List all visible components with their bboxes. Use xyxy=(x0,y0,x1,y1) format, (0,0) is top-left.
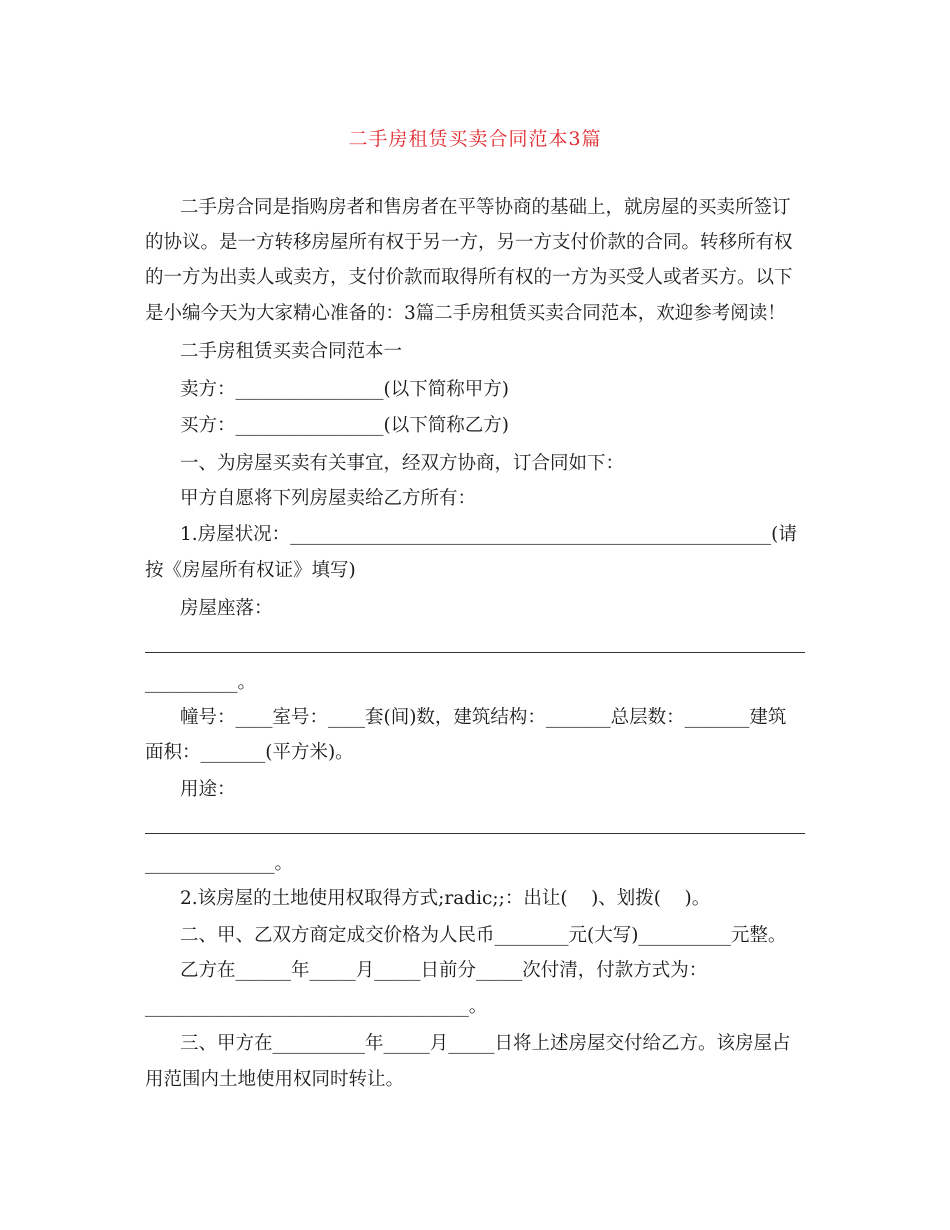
clause-line: __________。 xyxy=(145,672,257,693)
clause-line: 用途： xyxy=(180,779,236,800)
paragraph-line: 的一方为出卖人或卖方，支付价款而取得所有权的一方为买受人或者买方。以下 xyxy=(145,267,793,288)
seller-line: 卖方：________________(以下简称甲方) xyxy=(180,379,509,400)
blank-rule xyxy=(145,833,805,834)
clause-line: 面积：_______(平方米)。 xyxy=(145,742,354,763)
clause-line: 用范围内土地使用权同时转让。 xyxy=(145,1069,405,1090)
clause-line: 幢号：____室号：____套(间)数，建筑结构：_______总层数：_______建筑 xyxy=(180,707,787,728)
clause-line: 一、为房屋买卖有关事宜，经双方协商，订合同如下： xyxy=(180,453,625,474)
clause-line: 1.房屋状况：____________________________________________________(请 xyxy=(180,524,797,545)
paragraph-line: 的协议。是一方转移房屋所有权于另一方，另一方支付价款的合同。转移所有权 xyxy=(145,232,793,253)
document-title: 二手房租赁买卖合同范本3篇 xyxy=(348,128,602,150)
clause-line: 三、甲方在__________年_____月_____日将上述房屋交付给乙方。该房屋占 xyxy=(180,1033,791,1054)
clause-line: ___________________________________。 xyxy=(145,996,488,1017)
clause-line: 按《房屋所有权证》填写) xyxy=(145,560,356,581)
clause-line: 甲方自愿将下列房屋卖给乙方所有： xyxy=(180,488,477,509)
clause-line: ______________。 xyxy=(145,853,294,874)
buyer-line: 买方：________________(以下简称乙方) xyxy=(180,415,509,436)
section-heading: 二手房租赁买卖合同范本一 xyxy=(180,341,403,362)
clause-line: 2.该房屋的土地使用权取得方式;radic;;：出让( )、划拨( )。 xyxy=(180,888,711,909)
paragraph-line: 是小编今天为大家精心准备的：3篇二手房租赁买卖合同范本，欢迎参考阅读！ xyxy=(145,303,786,324)
paragraph-line: 二手房合同是指购房者和售房者在平等协商的基础上，就房屋的买卖所签订 xyxy=(180,197,791,218)
clause-line: 二、甲、乙双方商定成交价格为人民币________元(大写)__________元整。 xyxy=(180,925,787,946)
blank-rule xyxy=(145,652,805,653)
clause-line: 乙方在______年_____月_____日前分_____次付清，付款方式为： xyxy=(180,960,708,981)
clause-line: 房屋座落： xyxy=(180,598,273,619)
